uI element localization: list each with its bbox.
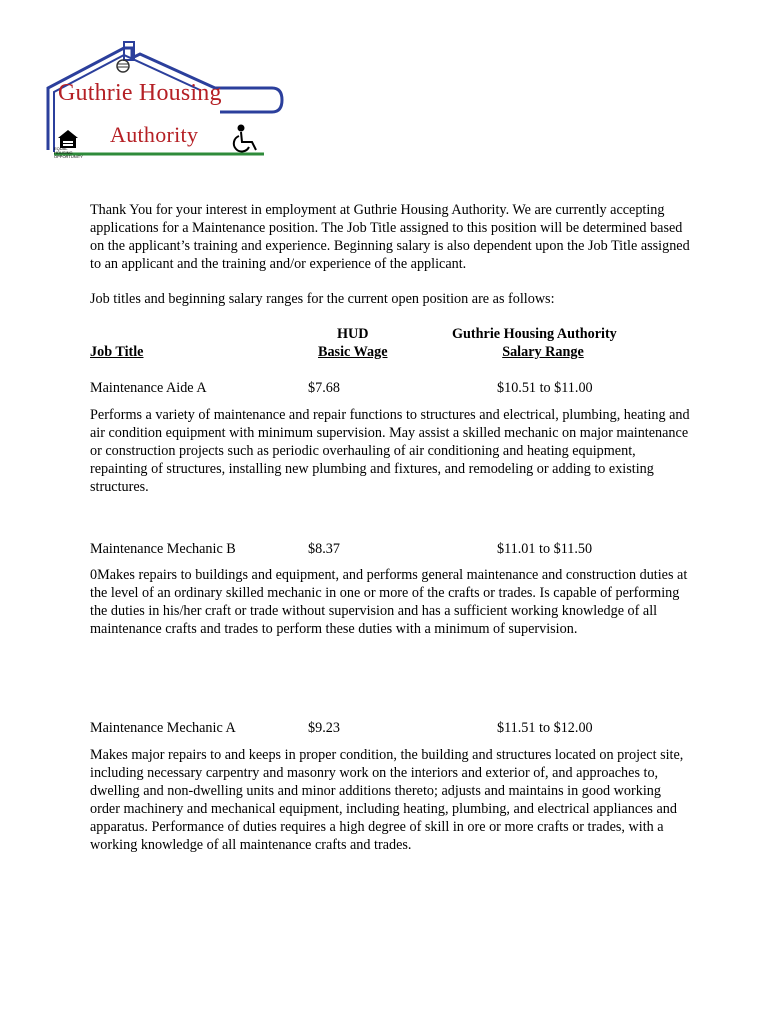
lead-paragraph: Job titles and beginning salary ranges for the current open position are as follows: xyxy=(90,291,555,307)
position-hud-wage: $9.23 xyxy=(308,720,340,736)
header-gha-line2: Salary Range xyxy=(502,344,584,360)
position-hud-wage: $8.37 xyxy=(308,541,340,557)
header-hud-line1: HUD xyxy=(337,326,369,342)
intro-paragraph: Thank You for your interest in employment at Guthrie Housing Authority. We are currently accepting applications for a Maintenance position. The Job Title assigned to this position will be determined based on the applicant’s training and experience. Beginning salary is also dependent upon the Job Title assigned to an applicant and the training and/or experience of the applicant. xyxy=(90,202,690,272)
guthrie-housing-authority-logo xyxy=(40,40,290,165)
wheelchair-accessible-icon xyxy=(234,126,256,152)
position-salary-range: $11.51 to $12.00 xyxy=(497,720,593,736)
position-title: Maintenance Mechanic B xyxy=(90,541,236,557)
logo-line-1: Guthrie Housing xyxy=(58,80,222,106)
position-title: Maintenance Mechanic A xyxy=(90,720,236,736)
logo-line-2: Authority xyxy=(110,122,199,147)
header-hud-line2: Basic Wage xyxy=(318,344,388,360)
position-description: Makes major repairs to and keeps in proper condition, the building and structures located on project site, including necessary carpentry and masonry work on the interiors and exterior of, and approaches to, dwelling and non-dwelling units and minor additions thereto; adjusts and maintains in good working order machinery and mechanical equipment, including heating, plumbing, and electrical appliances and apparatus. Performance of duties requires a high degree of skill in ore or more crafts or trades, with a working knowledge of all maintenance crafts and trades. xyxy=(90,747,684,853)
position-salary-range: $11.01 to $11.50 xyxy=(497,541,593,557)
position-description: Performs a variety of maintenance and repair functions to structures and electrical, plumbing, heating and air condition equipment with minimum supervision. May assist a skilled mechanic on major maintenance or construction projects such as periodic overhauling of air conditioning and heating equipment, repainting of structures, installing new plumbing and fixtures, and remodeling or adding to existing structures. xyxy=(90,407,690,495)
header-gha-line1: Guthrie Housing Authority xyxy=(452,326,617,342)
equal-housing-caption: EQUAL HOUSING OPPORTUNITY xyxy=(54,146,83,159)
position-salary-range: $10.51 to $11.00 xyxy=(497,380,593,396)
header-job-title: Job Title xyxy=(90,344,144,360)
position-hud-wage: $7.68 xyxy=(308,380,340,396)
position-title: Maintenance Aide A xyxy=(90,380,207,396)
position-description: 0Makes repairs to buildings and equipment, and performs general maintenance and construction duties at the level of an ordinary skilled mechanic in one or more of the crafts or trades. Is capable of performing the duties in his/her craft or trade without supervision and has a sufficient working knowledge of all maintenance crafts and trades to perform these duties with a minimum of supervision. xyxy=(90,567,688,637)
